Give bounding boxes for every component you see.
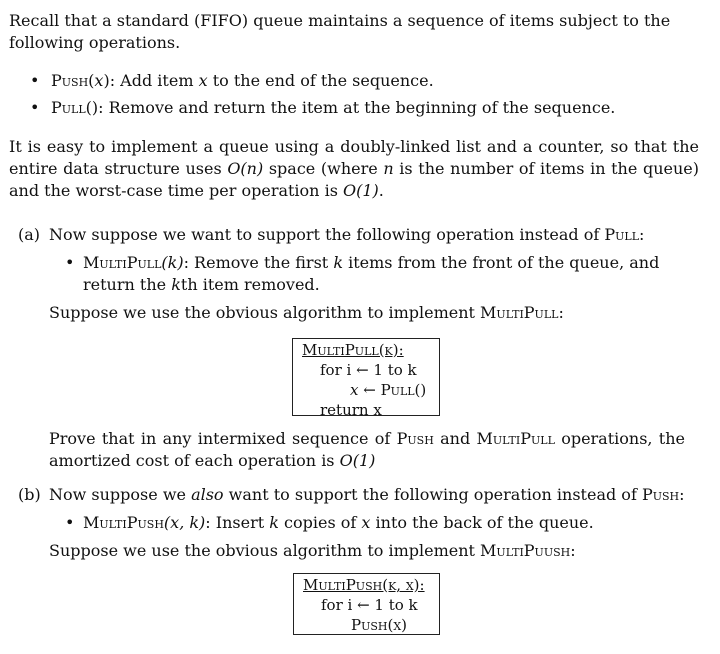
space-complexity: O(n) bbox=[227, 159, 264, 178]
multipush-desc-c: into the back of the queue. bbox=[370, 513, 594, 532]
multipull-k2: k bbox=[171, 275, 181, 294]
intro-paragraph bbox=[9, 10, 699, 54]
para2-text-a: It is easy to implement a queue using a doubly-linked list and a counter, so that the entire data structure uses bbox=[9, 137, 699, 178]
prove-text-c: operations, the amortized cost of each operation is bbox=[49, 429, 686, 470]
prove-bound: O(1) bbox=[339, 451, 376, 470]
multipull-desc-c: th item removed. bbox=[180, 275, 320, 294]
implementation-paragraph bbox=[9, 136, 699, 202]
part-a-suppose-op: MultiPull bbox=[480, 303, 559, 322]
push-op-var: x bbox=[198, 71, 208, 90]
pull-op-name: Pull bbox=[51, 98, 86, 117]
part-a-head-text: Now suppose we want to support the following operation instead of bbox=[49, 225, 605, 244]
part-b-suppose-colon: : bbox=[570, 541, 576, 560]
part-b-label: (b) bbox=[18, 485, 41, 504]
multipull-algo-assign: x ← bbox=[350, 381, 381, 399]
multipull-algo-body bbox=[302, 380, 439, 400]
part-b-section bbox=[18, 484, 698, 562]
prove-op-push: Push bbox=[396, 429, 434, 448]
part-a-suppose-text: Suppose we use the obvious algorithm to implement bbox=[49, 303, 481, 322]
push-operation-item: • Push(x): Add item x to the end of the sequence. bbox=[30, 71, 434, 90]
part-a-suppose-colon: : bbox=[558, 303, 564, 322]
operations-list bbox=[30, 70, 690, 124]
para2-text-e: is the number of items in the queue) and the worst-case time per operation is bbox=[9, 159, 699, 200]
part-b-head-text-b: want to support the following operation instead of bbox=[223, 485, 642, 504]
bullet-icon: • bbox=[30, 71, 40, 90]
multipull-algo-loop: for i ← 1 to k bbox=[320, 361, 417, 379]
push-op-arg: x bbox=[94, 71, 104, 90]
multipull-bullet bbox=[65, 252, 683, 296]
multipull-desc-b: items from the front of the queue, and return the bbox=[83, 253, 660, 294]
part-a-suppose bbox=[49, 302, 698, 324]
multipush-bullet bbox=[65, 512, 683, 534]
time-complexity: O(1) bbox=[342, 181, 379, 200]
part-b-head-text-a: Now suppose we bbox=[49, 485, 192, 504]
multipull-name: MultiPull bbox=[83, 253, 162, 272]
push-op-name: Push bbox=[51, 71, 89, 90]
multipush-desc-b: copies of bbox=[278, 513, 362, 532]
prove-text-a: Prove that in any intermixed sequence of bbox=[49, 429, 397, 448]
part-a-prove bbox=[49, 428, 685, 472]
part-a-head-op: Pull bbox=[604, 225, 640, 244]
multipush-k: k bbox=[269, 513, 279, 532]
multipull-algo-pull-call: Pull() bbox=[380, 381, 427, 399]
multipush-algo-loop: for i ← 1 to k bbox=[321, 596, 418, 614]
bullet-icon: • bbox=[30, 98, 40, 117]
part-b-suppose-op: MultiPuush bbox=[480, 541, 571, 560]
pull-op-desc: : Remove and return the item at the beginning of the sequence. bbox=[98, 98, 616, 117]
multipull-algo-title: MultiPull(k): bbox=[302, 341, 404, 359]
push-op-desc-b: to the end of the sequence. bbox=[207, 71, 434, 90]
multipush-algo-body: Push(x) bbox=[351, 616, 408, 634]
push-op-desc-a: : Add item bbox=[109, 71, 199, 90]
multipull-algorithm-box bbox=[292, 338, 440, 419]
prove-op-multipull: MultiPull bbox=[476, 429, 555, 448]
multipush-algorithm-box bbox=[293, 573, 440, 635]
multipull-args: (k) bbox=[161, 253, 184, 272]
multipush-name: MultiPush bbox=[83, 513, 164, 532]
part-b-head-also: also bbox=[191, 485, 224, 504]
pull-operation-item: • Pull(): Remove and return the item at the beginning of the sequence. bbox=[30, 98, 616, 117]
part-a-heading bbox=[49, 224, 698, 246]
para2-text-g: . bbox=[378, 181, 384, 200]
multipush-args: (x, k) bbox=[163, 513, 206, 532]
para2-text-c: space (where bbox=[263, 159, 384, 178]
multipush-algo-title: MultiPush(k, x): bbox=[303, 576, 425, 594]
multipull-algo-return: return x bbox=[320, 401, 382, 419]
intro-text: Recall that a standard (FIFO) queue maintains a sequence of items subject to the following operations. bbox=[9, 11, 671, 52]
multipull-k: k bbox=[333, 253, 344, 272]
multipull-desc-a: : Remove the first bbox=[183, 253, 334, 272]
part-a-head-colon: : bbox=[639, 225, 645, 244]
multipush-x: x bbox=[361, 513, 371, 532]
bullet-icon: • bbox=[65, 513, 75, 532]
part-a-section bbox=[18, 224, 698, 324]
part-a-label: (a) bbox=[18, 225, 41, 244]
part-b-head-colon: : bbox=[679, 485, 685, 504]
multipush-desc-a: : Insert bbox=[205, 513, 270, 532]
var-n: n bbox=[383, 159, 394, 178]
part-b-suppose-text: Suppose we use the obvious algorithm to implement bbox=[49, 541, 481, 560]
part-b-heading bbox=[49, 484, 698, 506]
part-b-head-op: Push bbox=[641, 485, 680, 504]
prove-text-b: and bbox=[433, 429, 477, 448]
part-b-suppose bbox=[49, 540, 698, 562]
bullet-icon: • bbox=[65, 253, 75, 272]
